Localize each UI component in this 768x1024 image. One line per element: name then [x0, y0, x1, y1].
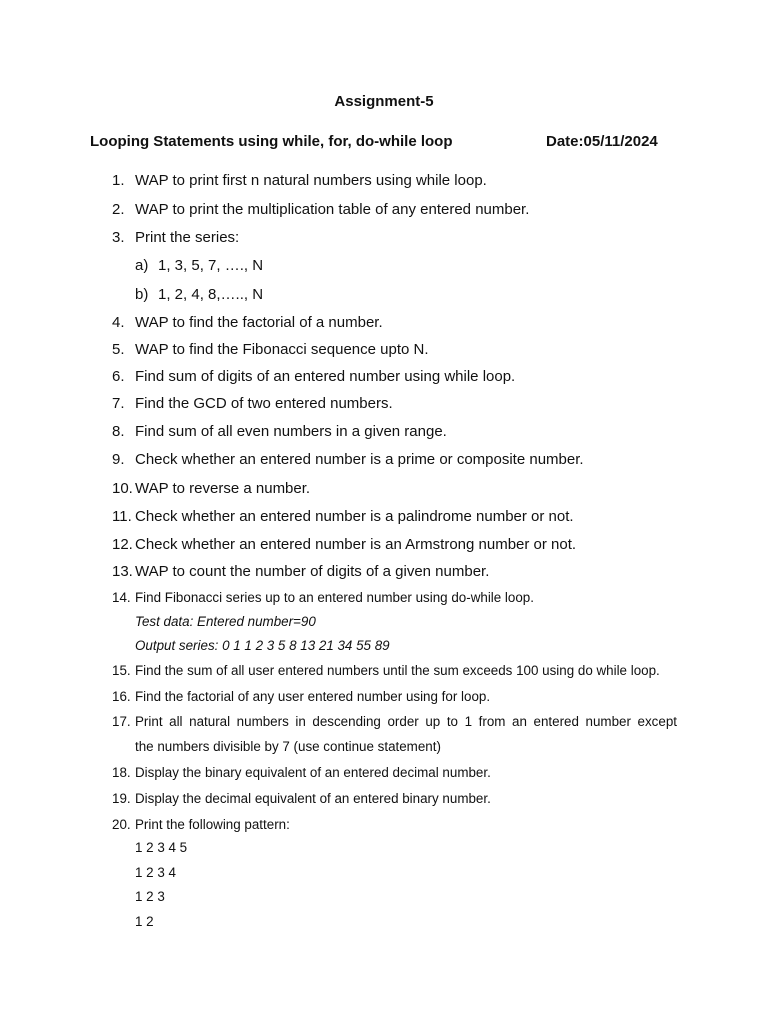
- item-number: 10.: [112, 480, 133, 497]
- item-text: Print the following pattern:: [135, 817, 290, 832]
- item-text: WAP to find the Fibonacci sequence upto N.: [135, 341, 429, 358]
- item-text: Check whether an entered number is a palindrome number or not.: [135, 508, 574, 525]
- item-number: 20.: [112, 817, 131, 832]
- item-number: 19.: [112, 791, 131, 806]
- item-text: WAP to print the multiplication table of any entered number.: [135, 201, 530, 218]
- item-number: 18.: [112, 765, 131, 780]
- item-text: Print all natural numbers in descending order up to 1 from an entered number except: [135, 714, 677, 729]
- item-text: Find sum of digits of an entered number using while loop.: [135, 368, 516, 385]
- test-data-text: Test data: Entered number=90: [135, 614, 316, 629]
- item-number: 4.: [112, 314, 125, 331]
- item-text: WAP to reverse a number.: [135, 480, 311, 497]
- item-number: 8.: [112, 423, 125, 440]
- item-number: 13.: [112, 563, 133, 580]
- item-text: Find the factorial of any user entered number using for loop.: [135, 689, 491, 704]
- item-text: Display the decimal equivalent of an entered binary number.: [135, 791, 491, 806]
- item-text: Print the series:: [135, 229, 240, 246]
- assignment-subtitle: Looping Statements using while, for, do-while loop: [90, 133, 453, 150]
- item-text: Check whether an entered number is a prime or composite number.: [135, 451, 584, 468]
- series-text: 1, 3, 5, 7, …., N: [158, 257, 264, 274]
- item-text: Find Fibonacci series up to an entered number using do-while loop.: [135, 590, 534, 605]
- item-number: 7.: [112, 395, 125, 412]
- pattern-text: 1 2: [135, 914, 154, 929]
- item-number: 5.: [112, 341, 125, 358]
- item-number: 3.: [112, 229, 125, 246]
- item-number: 16.: [112, 689, 131, 704]
- item-text: Display the binary equivalent of an entered decimal number.: [135, 765, 491, 780]
- item-number: 2.: [112, 201, 125, 218]
- item-text: Find the GCD of two entered numbers.: [135, 395, 393, 412]
- item-number: 12.: [112, 536, 133, 553]
- item-text: Check whether an entered number is an Armstrong number or not.: [135, 536, 577, 553]
- item-number: 15.: [112, 663, 131, 678]
- pattern-text: 1 2 3 4: [135, 865, 176, 880]
- series-label: b): [135, 286, 149, 303]
- item-text: Find sum of all even numbers in a given range.: [135, 423, 447, 440]
- series-label: a): [135, 257, 149, 274]
- pattern-text: 1 2 3: [135, 889, 165, 904]
- item-number: 6.: [112, 368, 125, 385]
- series-text: 1, 2, 4, 8,….., N: [158, 286, 264, 303]
- item-text: WAP to count the number of digits of a given number.: [135, 563, 490, 580]
- pattern-text: 1 2 3 4 5: [135, 840, 188, 855]
- item-number: 9.: [112, 451, 125, 468]
- item-number: 17.: [112, 714, 131, 729]
- item-text: WAP to find the factorial of a number.: [135, 314, 383, 331]
- item-number: 14.: [112, 590, 131, 605]
- item-number: 11.: [112, 508, 132, 525]
- item-number: 1.: [112, 172, 125, 189]
- item-text: WAP to print first n natural numbers using while loop.: [135, 172, 487, 189]
- output-series-text: Output series: 0 1 1 2 3 5 8 13 21 34 55 89: [135, 638, 390, 653]
- item-continuation-text: the numbers divisible by 7 (use continue statement): [135, 739, 441, 754]
- item-text: Find the sum of all user entered numbers until the sum exceeds 100 using do while loop.: [135, 663, 660, 678]
- assignment-title: Assignment-5: [334, 93, 434, 110]
- assignment-date: Date:05/11/2024: [546, 133, 658, 150]
